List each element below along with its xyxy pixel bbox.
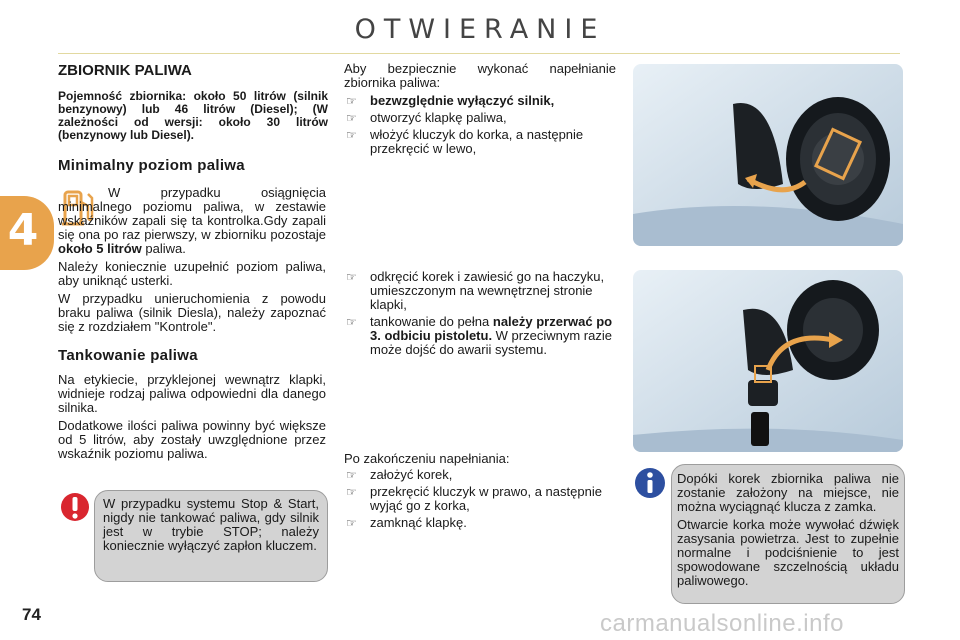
list-item: ☞ odkręcić korek i zawiesić go na haczyku, umieszczonym na wewnętrznej stronie klapki,	[346, 269, 605, 312]
title-divider	[58, 53, 900, 54]
section-heading: ZBIORNIK PALIWA	[58, 62, 192, 79]
hand-pointer-icon: ☞	[346, 468, 357, 482]
min-level-text-end: paliwa.	[141, 241, 186, 256]
safety-steps	[344, 94, 616, 159]
hand-pointer-icon: ☞	[346, 270, 357, 284]
info-text-2: Otwarcie korka może wywołać dźwięk zasysania powietrza. Jest to zupełnie normalne i podciśnienie to jest spowodowane szczelnością układu paliwowego.	[677, 517, 899, 588]
hand-pointer-icon: ☞	[346, 485, 357, 499]
list-item: ☞ tankowanie do pełna należy przerwać po 3. odbiciu pistoletu. W przeciwnym razie może dojść do awarii systemu.	[346, 314, 613, 357]
hand-pointer-icon: ☞	[346, 111, 357, 125]
hand-pointer-icon: ☞	[346, 128, 357, 142]
left-column	[58, 62, 328, 79]
page-number: 74	[22, 605, 41, 624]
after-steps	[344, 468, 616, 533]
watermark: carmanualsonline.info	[600, 610, 844, 637]
list-item: ☞ otworzyć klapkę paliwa,	[346, 110, 507, 125]
list-item: ☞ przekręcić kluczyk w prawo, a następnie wyjąć go z korka,	[346, 484, 602, 513]
refill-note: Należy koniecznie uzupełnić poziom paliwa, aby uniknąć usterki.	[58, 259, 326, 288]
warning-text: W przypadku systemu Stop & Start, nigdy nie tankować paliwa, gdy silnik jest w trybie STOP; należy koniecznie wyłączyć zapłon kluczem.	[103, 496, 319, 553]
diesel-note: W przypadku unieruchomienia z powodu braku paliwa (silnik Diesla), należy zapoznać się z rozdziałem "Kontrole".	[58, 291, 326, 334]
tank-capacity: Pojemność zbiornika: około 50 litrów (silnik benzynowy) lub 46 litrów (Diesel); (W zależności od wersji: około 30 litrów (benzynowy lub Diesel).	[58, 89, 328, 142]
hand-pointer-icon: ☞	[346, 315, 357, 329]
min-level-amount: około 5 litrów	[58, 241, 142, 256]
hand-pointer-icon: ☞	[346, 516, 357, 530]
refuel-heading: Tankowanie paliwa	[58, 347, 198, 364]
min-level-text: W przypadku osiągnięcia minimalnego poziomu paliwa, w zestawie wskaźników zapali się ta kontrolka.Gdy zapali się ona po raz pierwszy, w zbiorniku pozostaje	[58, 185, 326, 242]
list-item: ☞ włożyć kluczyk do korka, a następnie przekręcić w lewo,	[346, 127, 584, 156]
info-text-1: Dopóki korek zbiornika paliwa nie zostanie założony na miejsce, nie można wyciągnąć kluczа z zamka.	[677, 471, 899, 514]
exclamation-icon	[60, 490, 90, 524]
page-title: OTWIERANIE	[354, 14, 606, 45]
chapter-number: 4	[7, 205, 39, 256]
fuel-cap-open-figure	[633, 64, 903, 246]
min-level-heading: Minimalny poziom paliwa	[58, 157, 245, 174]
after-intro: Po zakończeniu napełniania:	[344, 451, 510, 466]
list-item: ☞ zamknąć klapkę.	[346, 515, 467, 530]
refuel-steps	[344, 270, 616, 360]
hand-pointer-icon: ☞	[346, 94, 357, 108]
safety-intro: Aby bezpiecznie wykonać napełnianie zbiornika paliwa:	[344, 61, 616, 90]
min-refill-note: Dodatkowe ilości paliwa powinny być większe od 5 litrów, aby zostały uwzględnione przez wskaźnik poziomu paliwa.	[58, 418, 326, 461]
list-item: ☞ bezwzględnie wyłączyć silnik,	[346, 93, 555, 108]
list-item: ☞ założyć korek,	[346, 467, 453, 482]
info-icon	[634, 466, 666, 500]
fuel-cap-removed-figure	[633, 270, 903, 452]
fuel-label-note: Na etykiecie, przyklejonej wewnątrz klapki, widnieje rodzaj paliwa odpowiedni dla danego silnika.	[58, 372, 326, 415]
